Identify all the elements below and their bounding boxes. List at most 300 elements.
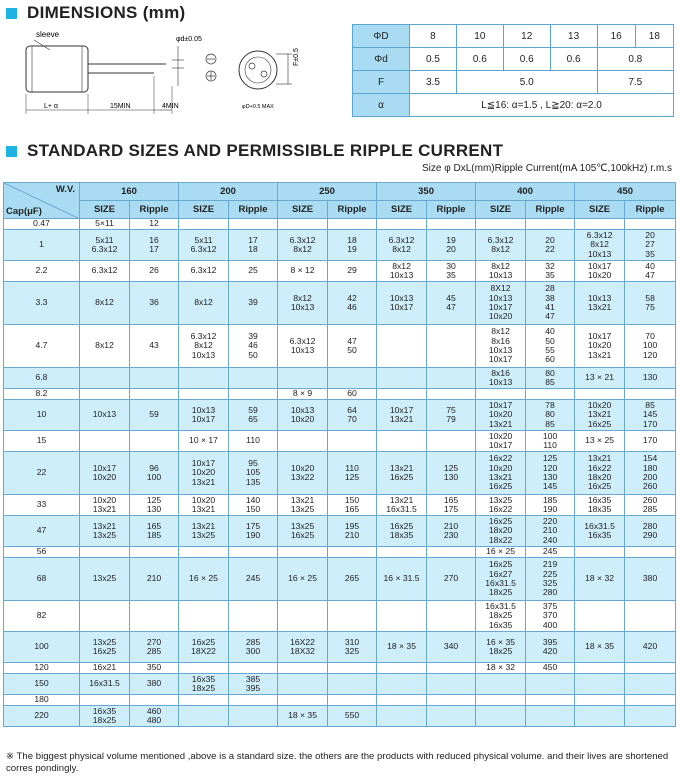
ripple-header: Ripple [328, 201, 377, 219]
ripple-cell: 195 210 [328, 516, 377, 547]
size-cell: 16x31.5 16x35 [575, 516, 625, 547]
ripple-cell: 39 [229, 282, 278, 325]
ripple-cell [427, 368, 476, 389]
table-row [4, 230, 676, 261]
ripple-cell: 375 370 400 [526, 601, 575, 632]
ripple-cell: 100 110 [526, 431, 575, 452]
capacitance-cell: 1 [4, 230, 80, 261]
size-cell: 6.3x12 8x12 10x13 [575, 230, 625, 261]
size-cell: 13x21 13x25 [80, 516, 130, 547]
ripple-cell: 40 50 55 60 [526, 325, 575, 368]
capacitor-dimension-diagram [6, 26, 326, 126]
ripple-cell: 12 [130, 219, 179, 230]
table-row [4, 282, 676, 325]
voltage-header: 400 [476, 183, 575, 201]
ripple-cell [130, 431, 179, 452]
ripple-cell: 219 225 325 280 [526, 558, 575, 601]
ripple-cell: 59 65 [229, 400, 278, 431]
dim-cell: 0.6 [456, 48, 503, 71]
ripple-cell: 420 [625, 632, 676, 663]
header-corner-cell [4, 183, 80, 219]
size-cell: 13x21 16x31.5 [377, 495, 427, 516]
ripple-header: Ripple [625, 201, 676, 219]
size-cell [377, 431, 427, 452]
size-cell: 10x13 13x21 [575, 282, 625, 325]
ripple-cell: 80 85 [526, 368, 575, 389]
size-cell: 16x31.5 [80, 674, 130, 695]
size-cell: 13x25 16x25 [80, 632, 130, 663]
table-row [4, 663, 676, 674]
ripple-cell: 40 47 [625, 261, 676, 282]
ripple-cell [130, 601, 179, 632]
ripple-cell [427, 547, 476, 558]
ripple-cell [229, 695, 278, 706]
ripple-cell [229, 547, 278, 558]
ripple-cell: 125 130 [427, 452, 476, 495]
size-cell: 8x12 [80, 325, 130, 368]
size-cell: 8x12 10x13 [278, 282, 328, 325]
size-cell: 18 × 32 [575, 558, 625, 601]
ripple-cell [427, 663, 476, 674]
size-cell: 8x12 10x13 [476, 261, 526, 282]
size-cell [80, 389, 130, 400]
lead-spacing-label: F±0.5 [293, 48, 300, 66]
wv-label: W.V. [55, 184, 75, 195]
dim-cell: L≦16: α=1.5 , L≧20: α=2.0 [410, 94, 674, 117]
table-row [4, 325, 676, 368]
ripple-cell: 260 285 [625, 495, 676, 516]
ripple-cell [130, 389, 179, 400]
ripple-cell: 20 22 [526, 230, 575, 261]
capacitance-cell: 0.47 [4, 219, 80, 230]
size-cell: 16 × 31.5 [377, 558, 427, 601]
size-cell: 6.3x12 8x12 [278, 230, 328, 261]
table-row [4, 547, 676, 558]
ripple-cell [328, 219, 377, 230]
ripple-cell: 47 50 [328, 325, 377, 368]
size-cell: 16X22 18X32 [278, 632, 328, 663]
ripple-cell [625, 706, 676, 727]
ripple-cell: 110 125 [328, 452, 377, 495]
dim-cell: 16 [597, 25, 635, 48]
size-cell: 16x25 18x35 [377, 516, 427, 547]
ripple-cell [229, 601, 278, 632]
size-cell [377, 368, 427, 389]
ripple-cell [625, 674, 676, 695]
size-cell: 18 × 35 [278, 706, 328, 727]
ripple-title [6, 141, 503, 161]
size-cell: 10x17 10x20 13x21 [179, 452, 229, 495]
size-cell [377, 601, 427, 632]
size-cell: 6.3x12 8x12 10x13 [179, 325, 229, 368]
ripple-cell: 385 395 [229, 674, 278, 695]
size-cell: 10x13 10x17 [377, 282, 427, 325]
ripple-cell: 95 105 135 [229, 452, 278, 495]
voltage-header: 250 [278, 183, 377, 201]
size-cell [278, 695, 328, 706]
size-cell [179, 389, 229, 400]
capacitance-cell: 10 [4, 400, 80, 431]
size-cell [278, 368, 328, 389]
ripple-cell: 170 [625, 431, 676, 452]
size-cell: 13 × 21 [575, 368, 625, 389]
size-cell: 16x25 18X22 [179, 632, 229, 663]
size-header: SIZE [179, 201, 229, 219]
table-row [4, 706, 676, 727]
ripple-cell: 245 [229, 558, 278, 601]
dimensions-title [6, 3, 185, 23]
size-cell: 10x20 13x21 16x25 [575, 400, 625, 431]
capacitance-cell: 22 [4, 452, 80, 495]
size-cell [575, 695, 625, 706]
ripple-cell [427, 219, 476, 230]
ripple-cell: 130 [625, 368, 676, 389]
ripple-cell: 395 420 [526, 632, 575, 663]
ripple-cell: 39 46 50 [229, 325, 278, 368]
ripple-cell: 26 [130, 261, 179, 282]
capacitance-cell: 100 [4, 632, 80, 663]
size-cell [575, 674, 625, 695]
ripple-cell: 165 175 [427, 495, 476, 516]
size-cell: 16x25 18x20 18x22 [476, 516, 526, 547]
size-cell [476, 695, 526, 706]
title-square-icon [6, 146, 17, 157]
dim-cell: 18 [635, 25, 673, 48]
ripple-cell [526, 674, 575, 695]
dim-cell: 7.5 [597, 71, 673, 94]
dim-cell: 13 [550, 25, 597, 48]
ripple-cell: 280 290 [625, 516, 676, 547]
size-cell: 13x25 16x25 [278, 516, 328, 547]
ripple-cell: 30 35 [427, 261, 476, 282]
size-cell: 13 × 25 [575, 431, 625, 452]
dim-cell: 8 [410, 25, 457, 48]
size-cell [179, 706, 229, 727]
size-cell [575, 601, 625, 632]
size-cell [278, 219, 328, 230]
table-row [4, 558, 676, 601]
size-cell [575, 219, 625, 230]
footnote: ※ The biggest physical volume mentioned ,above is a standard size. the others are the products with reduced physical volume. and their lives are shortened corres pondingly. [6, 751, 669, 774]
table-subtitle: Size φ DxL(mm)Ripple Current(mA 105℃,100kHz) r.m.s [422, 163, 672, 174]
dim-row [353, 25, 674, 48]
ripple-cell: 380 [625, 558, 676, 601]
ripple-cell [328, 431, 377, 452]
ripple-cell: 245 [526, 547, 575, 558]
table-row [4, 368, 676, 389]
ripple-cell [625, 663, 676, 674]
size-cell [80, 368, 130, 389]
dim-row-label: F [353, 71, 410, 94]
size-cell [80, 431, 130, 452]
capacitance-cell: 120 [4, 663, 80, 674]
ripple-cell: 25 [229, 261, 278, 282]
dim-row [353, 48, 674, 71]
title-square-icon [6, 8, 17, 19]
size-cell [575, 547, 625, 558]
size-cell: 16 × 25 [476, 547, 526, 558]
ripple-cell: 43 [130, 325, 179, 368]
ripple-cell: 18 19 [328, 230, 377, 261]
capacitance-cell: 33 [4, 495, 80, 516]
ripple-cell: 16 17 [130, 230, 179, 261]
size-cell [179, 368, 229, 389]
ripple-cell: 140 150 [229, 495, 278, 516]
capacitance-cell: 82 [4, 601, 80, 632]
size-cell [377, 547, 427, 558]
size-header: SIZE [80, 201, 130, 219]
dimension-table [352, 24, 674, 117]
size-cell [377, 706, 427, 727]
ripple-cell: 380 [130, 674, 179, 695]
length-label: L+ α [44, 103, 58, 110]
voltage-header: 450 [575, 183, 676, 201]
ripple-cell: 45 47 [427, 282, 476, 325]
capacitance-cell: 68 [4, 558, 80, 601]
ripple-cell: 78 80 85 [526, 400, 575, 431]
ripple-cell [229, 368, 278, 389]
dim-row-label: ΦD [353, 25, 410, 48]
capacitance-cell: 6.8 [4, 368, 80, 389]
ripple-cell: 19 20 [427, 230, 476, 261]
ripple-cell [130, 547, 179, 558]
capacitance-cell: 180 [4, 695, 80, 706]
size-cell: 5x11 6.3x12 [179, 230, 229, 261]
size-cell [278, 431, 328, 452]
sleeve-label: sleeve [36, 30, 60, 39]
size-header: SIZE [278, 201, 328, 219]
ripple-cell [229, 706, 278, 727]
size-cell: 16x22 10x20 13x21 16x25 [476, 452, 526, 495]
ripple-cell [427, 389, 476, 400]
size-cell: 5x11 6.3x12 [80, 230, 130, 261]
size-cell [476, 219, 526, 230]
table-row [4, 695, 676, 706]
size-cell [179, 695, 229, 706]
ripple-cell [526, 389, 575, 400]
size-cell [476, 706, 526, 727]
capacitance-cell: 220 [4, 706, 80, 727]
size-cell [179, 219, 229, 230]
size-cell: 13x25 [80, 558, 130, 601]
ripple-cell [526, 219, 575, 230]
size-cell: 8x12 10x13 [377, 261, 427, 282]
capacitance-cell: 8.2 [4, 389, 80, 400]
dim-cell: 0.6 [550, 48, 597, 71]
size-cell: 6.3x12 8x12 [377, 230, 427, 261]
size-cell: 13x21 13x25 [179, 516, 229, 547]
capacitance-cell: 56 [4, 547, 80, 558]
ripple-cell [427, 674, 476, 695]
size-cell [179, 547, 229, 558]
size-cell [575, 389, 625, 400]
ripple-cell: 285 300 [229, 632, 278, 663]
dim-row-label: α [353, 94, 410, 117]
size-header: SIZE [377, 201, 427, 219]
table-row [4, 516, 676, 547]
capacitance-cell: 4.7 [4, 325, 80, 368]
capacitance-cell: 3.3 [4, 282, 80, 325]
dim-row [353, 94, 674, 117]
ripple-cell [229, 219, 278, 230]
size-cell [80, 695, 130, 706]
dim-cell: 10 [456, 25, 503, 48]
ripple-cell: 210 230 [427, 516, 476, 547]
ripple-cell [427, 601, 476, 632]
ripple-cell: 70 100 120 [625, 325, 676, 368]
ripple-cell [328, 547, 377, 558]
ripple-cell: 58 75 [625, 282, 676, 325]
ripple-cell [328, 663, 377, 674]
ripple-cell: 75 79 [427, 400, 476, 431]
dim-cell: 0.6 [503, 48, 550, 71]
ripple-header: Ripple [229, 201, 278, 219]
size-cell: 16x25 16x27 16x31.5 18x25 [476, 558, 526, 601]
ripple-cell: 460 480 [130, 706, 179, 727]
dim-cell: 0.5 [410, 48, 457, 71]
voltage-header: 350 [377, 183, 476, 201]
size-cell: 10x17 10x20 [575, 261, 625, 282]
size-cell [575, 663, 625, 674]
ripple-cell: 150 165 [328, 495, 377, 516]
ripple-cell: 550 [328, 706, 377, 727]
size-cell [80, 547, 130, 558]
size-cell: 18 × 32 [476, 663, 526, 674]
ripple-cell: 20 27 35 [625, 230, 676, 261]
ripple-cell: 220 210 240 [526, 516, 575, 547]
ripple-cell [130, 695, 179, 706]
size-cell: 16 × 35 18x25 [476, 632, 526, 663]
size-cell: 10x17 10x20 13x21 [476, 400, 526, 431]
dim-cell: 5.0 [456, 71, 597, 94]
size-cell [476, 389, 526, 400]
size-cell: 10 × 17 [179, 431, 229, 452]
ripple-cell: 32 35 [526, 261, 575, 282]
size-cell: 10x17 13x21 [377, 400, 427, 431]
ripple-cell: 310 325 [328, 632, 377, 663]
size-cell: 6.3x12 8x12 [476, 230, 526, 261]
size-cell: 18 × 35 [575, 632, 625, 663]
size-cell: 10x13 [80, 400, 130, 431]
lead-diameter-label: φd±0.05 [176, 36, 202, 43]
table-row [4, 601, 676, 632]
ripple-cell: 175 190 [229, 516, 278, 547]
size-cell [278, 601, 328, 632]
ripple-cell: 185 190 [526, 495, 575, 516]
ripple-header: Ripple [427, 201, 476, 219]
ripple-cell [526, 706, 575, 727]
table-row [4, 452, 676, 495]
ripple-title-text: STANDARD SIZES AND PERMISSIBLE RIPPLE CURRENT [27, 141, 504, 160]
dim-row-label: Φd [353, 48, 410, 71]
ripple-cell [427, 431, 476, 452]
ripple-cell: 154 180 200 260 [625, 452, 676, 495]
size-header: SIZE [575, 201, 625, 219]
size-cell: 8X12 10x13 10x17 10x20 [476, 282, 526, 325]
min15-label: 15MIN [110, 103, 131, 110]
capacitance-cell: 47 [4, 516, 80, 547]
capacitance-cell: 2.2 [4, 261, 80, 282]
size-cell: 10x17 10x20 13x21 [575, 325, 625, 368]
table-row [4, 632, 676, 663]
size-cell [179, 601, 229, 632]
ripple-cell: 85 145 170 [625, 400, 676, 431]
size-cell: 16x31.5 18x25 16x35 [476, 601, 526, 632]
size-cell [476, 674, 526, 695]
capacitance-cell: 15 [4, 431, 80, 452]
ripple-cell: 270 [427, 558, 476, 601]
size-cell: 10x17 10x20 [80, 452, 130, 495]
ripple-cell: 110 [229, 431, 278, 452]
size-cell [278, 547, 328, 558]
ripple-cell: 125 130 [130, 495, 179, 516]
size-header: SIZE [476, 201, 526, 219]
ripple-cell [229, 663, 278, 674]
size-cell: 6.3x12 [179, 261, 229, 282]
size-cell [377, 325, 427, 368]
size-cell: 16x35 18x35 [575, 495, 625, 516]
size-cell: 16x35 18x25 [80, 706, 130, 727]
ripple-cell [328, 695, 377, 706]
ripple-cell: 29 [328, 261, 377, 282]
ripple-header: Ripple [130, 201, 179, 219]
size-cell: 8x12 [179, 282, 229, 325]
size-cell: 13x25 16x22 [476, 495, 526, 516]
table-row [4, 261, 676, 282]
size-cell: 6.3x12 10x13 [278, 325, 328, 368]
ripple-cell: 340 [427, 632, 476, 663]
table-row [4, 389, 676, 400]
ripple-cell [625, 547, 676, 558]
table-row [4, 400, 676, 431]
size-cell [377, 663, 427, 674]
ripple-cell [328, 368, 377, 389]
ripple-cell: 64 70 [328, 400, 377, 431]
size-cell: 8x12 [80, 282, 130, 325]
ripple-cell: 270 285 [130, 632, 179, 663]
size-cell: 13x21 16x22 18x20 16x25 [575, 452, 625, 495]
ripple-cell: 17 18 [229, 230, 278, 261]
ripple-cell: 36 [130, 282, 179, 325]
cap-label: Cap(μF) [6, 205, 42, 217]
ripple-current-table [3, 182, 676, 727]
ripple-cell [427, 325, 476, 368]
ripple-cell: 350 [130, 663, 179, 674]
voltage-header: 200 [179, 183, 278, 201]
size-cell: 16 × 25 [278, 558, 328, 601]
size-cell: 16 × 25 [179, 558, 229, 601]
size-cell: 13x21 16x25 [377, 452, 427, 495]
size-cell: 10x13 10x20 [278, 400, 328, 431]
table-row [4, 674, 676, 695]
size-cell: 10x20 10x17 [476, 431, 526, 452]
size-cell: 8 × 9 [278, 389, 328, 400]
ripple-cell [229, 389, 278, 400]
size-cell: 16x21 [80, 663, 130, 674]
dim-cell: 0.8 [597, 48, 673, 71]
size-cell: 8x12 8x16 10x13 10x17 [476, 325, 526, 368]
size-cell [575, 706, 625, 727]
ripple-cell [427, 695, 476, 706]
size-cell: 10x13 10x17 [179, 400, 229, 431]
ripple-cell: 210 [130, 558, 179, 601]
table-row [4, 495, 676, 516]
size-cell [179, 663, 229, 674]
size-cell [377, 219, 427, 230]
ripple-cell: 42 46 [328, 282, 377, 325]
size-cell: 10x20 13x21 [179, 495, 229, 516]
table-row [4, 219, 676, 230]
